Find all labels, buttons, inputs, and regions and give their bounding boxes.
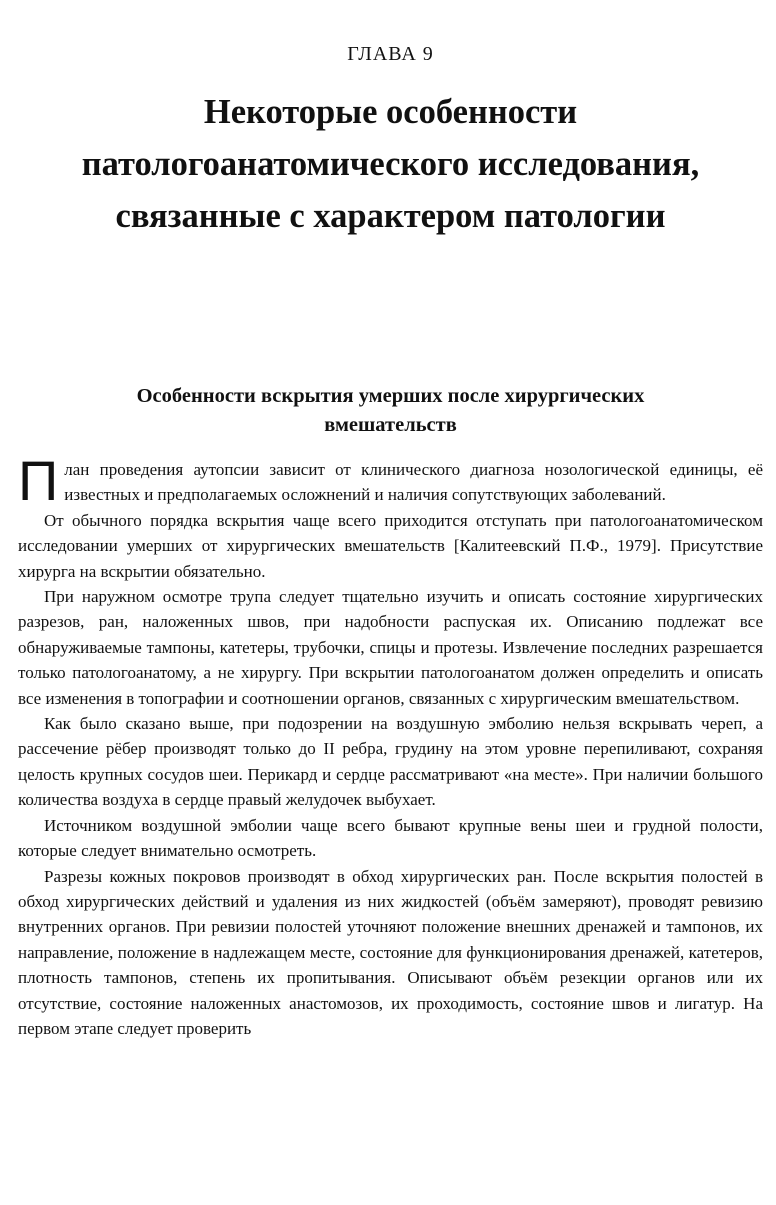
- paragraph-2: От обычного порядка вскрытия чаще всего приходится отступать при патологоанатомическом исследовании умерших от хирургических вмешательств [Калитеевский П.Ф., 1979]. Присутствие хирурга на вскрытии обязательно.: [18, 510, 763, 581]
- chapter-title-line: связанные с характером патологии: [115, 197, 666, 235]
- section-title-line: вмешательств: [324, 414, 457, 436]
- section-title: [18, 382, 763, 440]
- book-page: [18, 40, 763, 1041]
- body-text: [18, 449, 763, 1041]
- chapter-title-line: патологоанатомического исследования,: [81, 145, 700, 183]
- chapter-label: ГЛАВА 9: [347, 43, 434, 65]
- chapter-title-line: Некоторые особенности: [203, 93, 578, 131]
- paragraph-1-text: лан проведения аутопсии зависит от клинического диагноза нозологической единицы, её известных и предполагаемых осложнений и наличия сопутствующих заболеваний.: [64, 460, 763, 505]
- paragraph-4: Как было сказано выше, при подозрении на воздушную эмболию нельзя вскрывать череп, а рассечение рёбер производят только до II ребра, грудину на этом уровне перепиливают, сохраняя целость крупных сосудов шеи. Перикард и сердце рассматривают «на месте». При наличии большого количества воздуха в сердце правый желудочек выбухает.: [18, 714, 763, 810]
- paragraph-1: [18, 449, 763, 512]
- paragraph-3: При наружном осмотре трупа следует тщательно изучить и описать состояние хирургических разрезов, ран, наложенных швов, при надобности распуская их. Описанию подлежат все обнаруживаемые тампоны, катетеры, трубочки, спицы и протезы. Извлечение последних разрешается только патологоанатому, а не хирургу. При вскрытии патологоанатом должен определить и описать все изменения в топографии и соотношении органов, связанных с хирургическим вмешательством.: [18, 587, 763, 708]
- paragraph-6: Разрезы кожных покровов производят в обход хирургических ран. После вскрытия полостей в обход хирургических действий и удаления из них жидкостей (объём замеряют), проводят ревизию внутренних органов. При ревизии полостей уточняют положение внешних дренажей и тампонов, их направление, положение в надлежащем месте, состояние для функционирования дренажей, катетеров, плотность тампонов, степень их пропитывания. Описывают объём резекции органов или их отсутствие, состояние наложенных анастомозов, их проходимость, состояние швов и лигатур. На первом этапе следует проверить: [18, 866, 763, 1038]
- paragraph-5: Источником воздушной эмболии чаще всего бывают крупные вены шеи и грудной полости, которые следует внимательно осмотреть.: [18, 815, 763, 861]
- chapter-title: [18, 86, 763, 242]
- drop-cap: П: [18, 449, 59, 512]
- section-title-line: Особенности вскрытия умерших после хирургических: [136, 385, 645, 407]
